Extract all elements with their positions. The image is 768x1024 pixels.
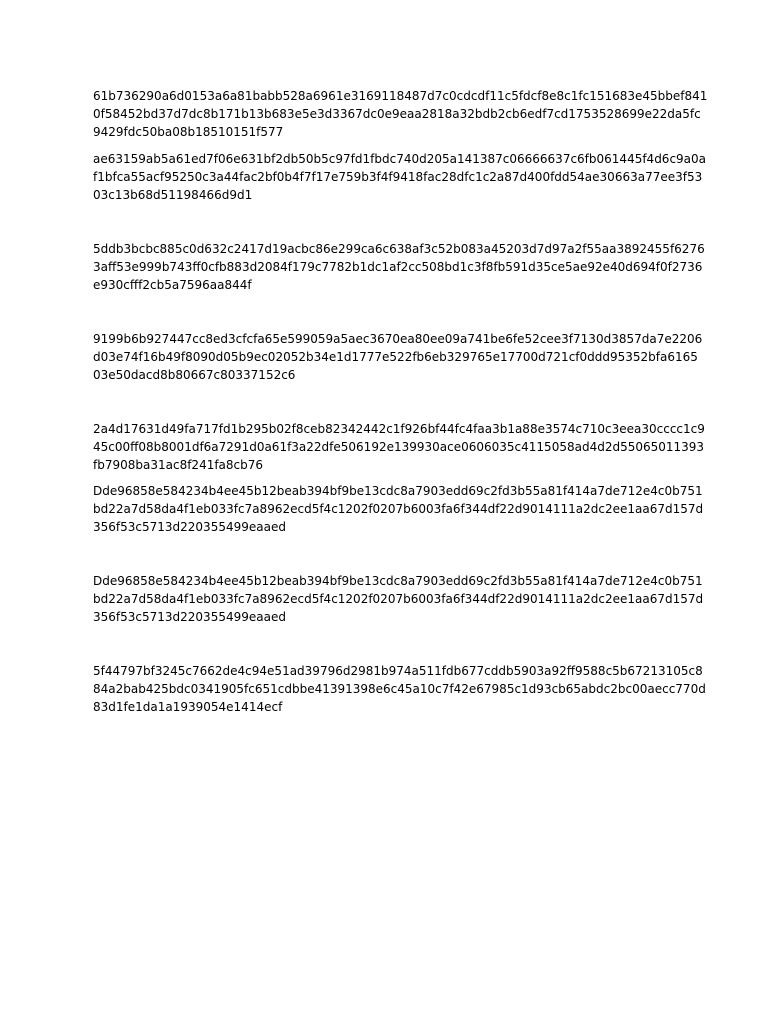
paragraph-line: 3aff53e999b743ff0cfb883d2084f179c7782b1dc1af2cc508bd1c3f8fb591d35ce5ae92e40d694f0f2736 xyxy=(93,260,703,274)
paragraph-line: 9429fdc50ba08b18510151f577 xyxy=(93,125,284,139)
text-paragraph-7 xyxy=(93,572,704,626)
text-paragraph-6 xyxy=(93,482,704,536)
text-paragraph-3 xyxy=(93,240,705,294)
text-paragraph-1 xyxy=(93,87,708,141)
text-paragraph-5 xyxy=(93,420,705,474)
paragraph-line: e930cfff2cb5a7596aa844f xyxy=(93,278,252,292)
paragraph-line: d03e74f16b49f8090d05b9ec02052b34e1d1777e522fb6eb329765e17700d721cf0ddd95352bfa6165 xyxy=(93,350,698,364)
paragraph-line: 5f44797bf3245c7662de4c94e51ad39796d2981b974a511fdb677cddb5903a92ff9588c5b67213105c8 xyxy=(93,664,703,678)
paragraph-line: f1bfca55acf95250c3a44fac2bf0b4f7f17e759b3f4f9418fac28dfc1c2a87d400fdd54ae30663a77ee3f53 xyxy=(93,170,703,184)
paragraph-line: bd22a7d58da4f1eb033fc7a8962ecd5f4c1202f0207b6003fa6f344df22d9014111a2dc2ee1aa67d157d xyxy=(93,592,704,606)
paragraph-line: 356f53c5713d220355499eaaed xyxy=(93,610,286,624)
text-paragraph-8 xyxy=(93,662,706,716)
paragraph-line: 2a4d17631d49fa717fd1b295b02f8ceb82342442c1f926bf44fc4faa3b1a88e3574c710c3eea30cccc1c9 xyxy=(93,422,705,436)
paragraph-line: 9199b6b927447cc8ed3cfcfa65e599059a5aec3670ea80ee09a741be6fe52cee3f7130d3857da7e2206 xyxy=(93,332,703,346)
text-paragraph-2 xyxy=(93,150,707,204)
paragraph-line: 5ddb3bcbc885c0d632c2417d19acbc86e299ca6c638af3c52b083a45203d7d97a2f55aa3892455f6276 xyxy=(93,242,705,256)
paragraph-line: ae63159ab5a61ed7f06e631bf2db50b5c97fd1fbdc740d205a141387c06666637c6fb061445f4d6c9a0a xyxy=(93,152,707,166)
paragraph-line: fb7908ba31ac8f241fa8cb76 xyxy=(93,458,264,472)
paragraph-line: Dde96858e584234b4ee45b12beab394bf9be13cdc8a7903edd69c2fd3b55a81f414a7de712e4c0b751 xyxy=(93,574,703,588)
paragraph-line: 0f58452bd37d7dc8b171b13b683e5e3d3367dc0e9eaa2818a32bdb2cb6edf7cd1753528699e22da5fc xyxy=(93,107,701,121)
paragraph-line: Dde96858e584234b4ee45b12beab394bf9be13cdc8a7903edd69c2fd3b55a81f414a7de712e4c0b751 xyxy=(93,484,703,498)
paragraph-line: 84a2bab425bdc0341905fc651cdbbe41391398e6c45a10c7f42e67985c1d93cb65abdc2bc00aecc770d xyxy=(93,682,706,696)
text-paragraph-4 xyxy=(93,330,703,384)
paragraph-line: 45c00ff08b8001df6a7291d0a61f3a22dfe506192e139930ace0606035c4115058ad4d2d55065011393 xyxy=(93,440,705,454)
paragraph-line: 356f53c5713d220355499eaaed xyxy=(93,520,286,534)
paragraph-line: bd22a7d58da4f1eb033fc7a8962ecd5f4c1202f0207b6003fa6f344df22d9014111a2dc2ee1aa67d157d xyxy=(93,502,704,516)
paragraph-line: 83d1fe1da1a1939054e1414ecf xyxy=(93,700,283,714)
paragraph-line: 03c13b68d51198466d9d1 xyxy=(93,188,253,202)
paragraph-line: 03e50dacd8b80667c80337152c6 xyxy=(93,368,296,382)
paragraph-line: 61b736290a6d0153a6a81babb528a6961e3169118487d7c0cdcdf11c5fdcf8e8c1fc151683e45bbef841 xyxy=(93,89,708,103)
